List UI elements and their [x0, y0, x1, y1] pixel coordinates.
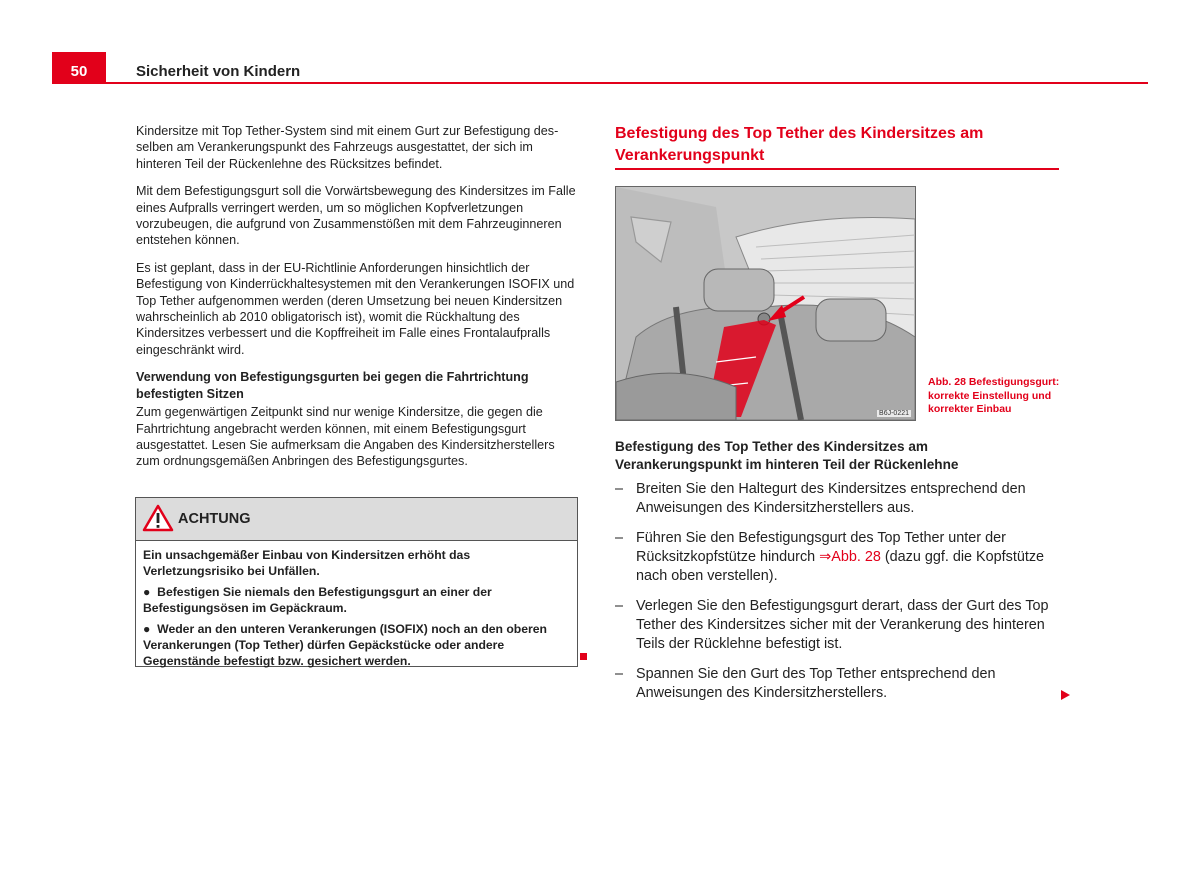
warning-bullet-text: Befestigen Sie niemals den Befestigungsgurt an einer der Befestigungsösen im Gepäckraum.	[143, 585, 492, 615]
rear-seat-illustration	[616, 187, 915, 420]
step-text: Führen Sie den Befestigungsgurt des Top Tether unter der Rücksitzkopfstütze hindurch	[636, 530, 1006, 565]
step-text: Breiten Sie den Haltegurt des Kindersitzes entsprechend den Anweisungen des Kindersitzherstellers aus.	[636, 481, 1026, 516]
figure-reference-link[interactable]: ⇒Abb. 28	[819, 549, 881, 565]
step-text-continued: (dazu ggf. die Kopfstütze nach oben verstellen).	[636, 549, 1045, 584]
figure-code: B6J-0221	[879, 410, 909, 417]
warning-body	[136, 541, 577, 669]
procedure-step	[615, 665, 1060, 703]
bullet-icon: ●	[143, 622, 151, 636]
procedure-steps	[615, 480, 1060, 714]
dash-bullet: –	[615, 666, 624, 682]
procedure-step	[615, 529, 1060, 586]
section-end-marker	[580, 653, 587, 660]
dash-bullet: –	[615, 598, 624, 614]
paragraph-eu-directive: Es ist geplant, dass in der EU-Richtlinie Anforderungen hinsichtlich der Befestigung von Kinderrückhaltesystemen mit den Verankerungen ISOFIX und Top Tether aufgenommen werden (deren Umsetzung bei neuen Kindersitzen wahrscheinlich ab 2010 obligatorisch ist), womit die Rückhaltung des Kindersitzes verbessert und die Kopffreiheit im Falle eines Frontalaufpralls eingeschränkt wird.	[136, 260, 575, 357]
warning-title: ACHTUNG	[178, 511, 251, 527]
continue-arrow-icon	[1061, 690, 1070, 700]
figure-top-tether-illustration	[615, 186, 916, 421]
dash-bullet: –	[615, 530, 624, 546]
figure-caption: Abb. 28 Befestigungsgurt: korrekte Einstellung und korrekter Einbau	[928, 376, 1060, 415]
procedure-step	[615, 480, 1060, 518]
section-title-underline	[615, 168, 1059, 170]
section-title: Befestigung des Top Tether des Kindersitzes am Verankerungspunkt	[615, 125, 984, 164]
chapter-title: Sicherheit von Kindern	[136, 63, 301, 80]
warning-box	[135, 497, 578, 667]
step-text: Spannen Sie den Gurt des Top Tether entsprechend den Anweisungen des Kindersitzherstellers.	[636, 666, 996, 701]
page-number: 50	[52, 52, 106, 84]
paragraph-rearward-seats: Zum gegenwärtigen Zeitpunkt sind nur wenige Kindersitze, die gegen die Fahrtrichtung angebracht werden können, mit einem Befestigungsgurt ausgestattet. Lesen Sie aufmerksam die Angaben des Kindersitzherstellers zum ordnungsgemäßen Anbringen des Befestigungsgurtes.	[136, 405, 555, 469]
step-text: Verlegen Sie den Befestigungsgurt derart, dass der Gurt des Top Tether des Kindersitzes sicher mit der Verankerung des hinteren Teils der Rücklehne befestigt ist.	[636, 598, 1049, 652]
warning-bullet-item	[143, 621, 570, 669]
subheading-rearward-seats: Verwendung von Befestigungsgurten bei gegen die Fahrtrichtung befestigten Sitzen	[136, 370, 529, 401]
warning-bullet-text: Weder an den unteren Verankerungen (ISOFIX) noch an den oberen Verankerungen (Top Tether) dürfen Gepäckstücke oder andere Gegenstände befestigt bzw. gesichert werden.	[143, 622, 548, 668]
warning-bullet-item	[143, 584, 570, 616]
bullet-icon: ●	[143, 585, 151, 599]
header-divider	[52, 82, 1148, 84]
procedure-subheading: Befestigung des Top Tether des Kindersitzes am Verankerungspunkt im hinteren Teil der Rückenlehne	[615, 439, 959, 472]
dash-bullet: –	[615, 481, 624, 497]
procedure-step	[615, 597, 1060, 654]
paragraph-purpose: Mit dem Befestigungsgurt soll die Vorwärtsbewegung des Kindersitzes im Falle eines Aufpralls verringert werden, um so möglichen Kopfverletzungen vorzubeugen, die aufgrund von Zusammenstößen mit dem Fahrzeuginneren entstehen können.	[136, 184, 576, 248]
warning-intro: Ein unsachgemäßer Einbau von Kindersitzen erhöht das Verletzungsrisiko bei Unfällen.	[143, 548, 471, 578]
left-column	[136, 123, 580, 481]
warning-triangle-icon	[142, 504, 174, 532]
warning-header	[136, 498, 577, 541]
paragraph-intro: Kindersitze mit Top Tether-System sind mit einem Gurt zur Befestigung des-selben am Verankerungspunkt des Fahrzeugs ausgestattet, der sich im hinteren Teil der Rückenlehne des Rücksitzes befindet.	[136, 124, 559, 171]
